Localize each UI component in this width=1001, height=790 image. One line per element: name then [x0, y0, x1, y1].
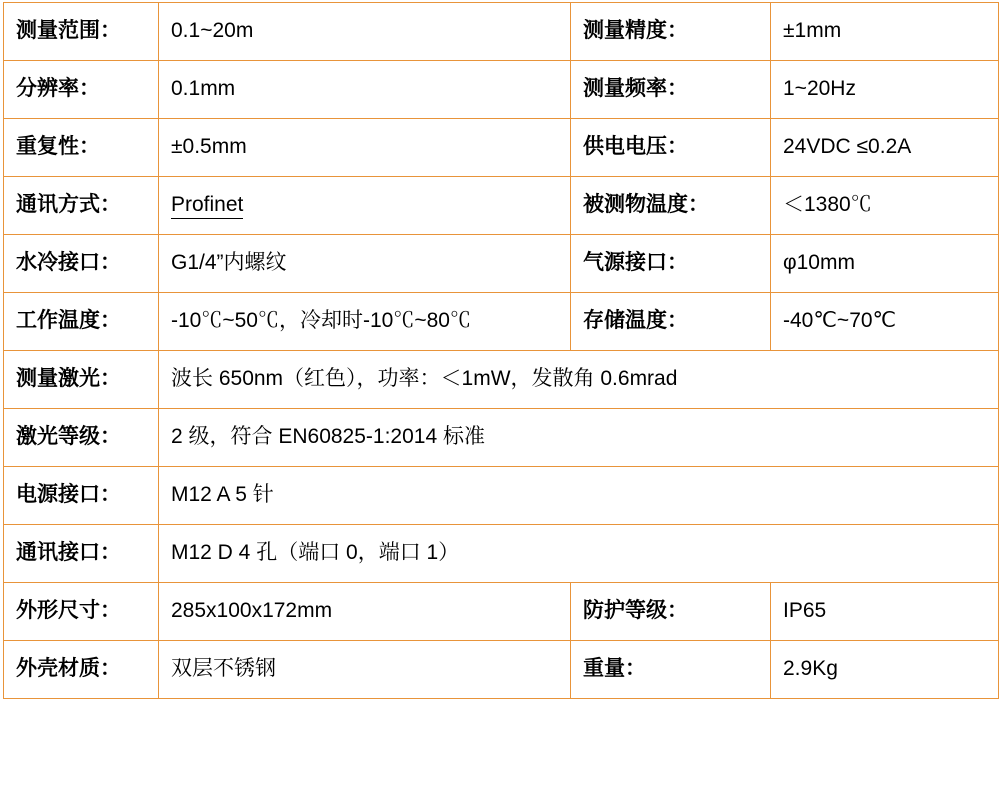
table-row: [4, 61, 999, 119]
table-row: [4, 525, 999, 583]
spec-label-cell: 存储温度：: [571, 293, 771, 351]
spec-value-cell: [159, 177, 571, 235]
table-row: [4, 351, 999, 409]
spec-label-cell: 重复性：: [4, 119, 159, 177]
table-row: [4, 409, 999, 467]
spec-value-cell: ±1mm: [771, 3, 999, 61]
spec-value-cell: -40℃~70℃: [771, 293, 999, 351]
spec-label-cell: 被测物温度：: [571, 177, 771, 235]
table-row: [4, 293, 999, 351]
spec-value-cell: -10℃~50℃，冷却时-10℃~80℃: [159, 293, 571, 351]
spec-label-cell: 外壳材质：: [4, 641, 159, 699]
specification-table-body: [4, 3, 999, 699]
spec-label-cell: 外形尺寸：: [4, 583, 159, 641]
spec-label-cell: 测量范围：: [4, 3, 159, 61]
table-row: [4, 235, 999, 293]
spec-value-cell: 0.1~20m: [159, 3, 571, 61]
spec-label-cell: 通讯接口：: [4, 525, 159, 583]
spec-label-cell: 测量频率：: [571, 61, 771, 119]
spec-value-cell: 24VDC ≤0.2A: [771, 119, 999, 177]
spec-label-cell: 重量：: [571, 641, 771, 699]
spec-value-cell: ＜1380℃: [771, 177, 999, 235]
spec-value-cell: 1~20Hz: [771, 61, 999, 119]
spec-value-cell: 波长 650nm（红色），功率：＜1mW，发散角 0.6mrad: [159, 351, 999, 409]
spec-value-cell: 2.9Kg: [771, 641, 999, 699]
spec-value-cell: φ10mm: [771, 235, 999, 293]
spec-label-cell: 测量精度：: [571, 3, 771, 61]
spec-label-cell: 水冷接口：: [4, 235, 159, 293]
spec-value-underlined: Profinet: [171, 193, 243, 218]
spec-value-cell: 2 级，符合 EN60825-1:2014 标准: [159, 409, 999, 467]
spec-value-cell: 285x100x172mm: [159, 583, 571, 641]
table-row: [4, 119, 999, 177]
spec-value-cell: IP65: [771, 583, 999, 641]
spec-value-cell: ±0.5mm: [159, 119, 571, 177]
spec-label-cell: 激光等级：: [4, 409, 159, 467]
spec-label-cell: 工作温度：: [4, 293, 159, 351]
spec-value-cell: 0.1mm: [159, 61, 571, 119]
specification-table: [3, 2, 999, 699]
table-row: [4, 3, 999, 61]
spec-label-cell: 通讯方式：: [4, 177, 159, 235]
spec-label-cell: 防护等级：: [571, 583, 771, 641]
table-row: [4, 641, 999, 699]
table-row: [4, 583, 999, 641]
spec-label-cell: 电源接口：: [4, 467, 159, 525]
spec-label-cell: 测量激光：: [4, 351, 159, 409]
spec-value-cell: 双层不锈钢: [159, 641, 571, 699]
spec-value-cell: M12 D 4 孔（端口 0，端口 1）: [159, 525, 999, 583]
spec-value-cell: G1/4”内螺纹: [159, 235, 571, 293]
table-row: [4, 177, 999, 235]
spec-label-cell: 分辨率：: [4, 61, 159, 119]
spec-label-cell: 供电电压：: [571, 119, 771, 177]
table-row: [4, 467, 999, 525]
spec-label-cell: 气源接口：: [571, 235, 771, 293]
spec-value-cell: M12 A 5 针: [159, 467, 999, 525]
